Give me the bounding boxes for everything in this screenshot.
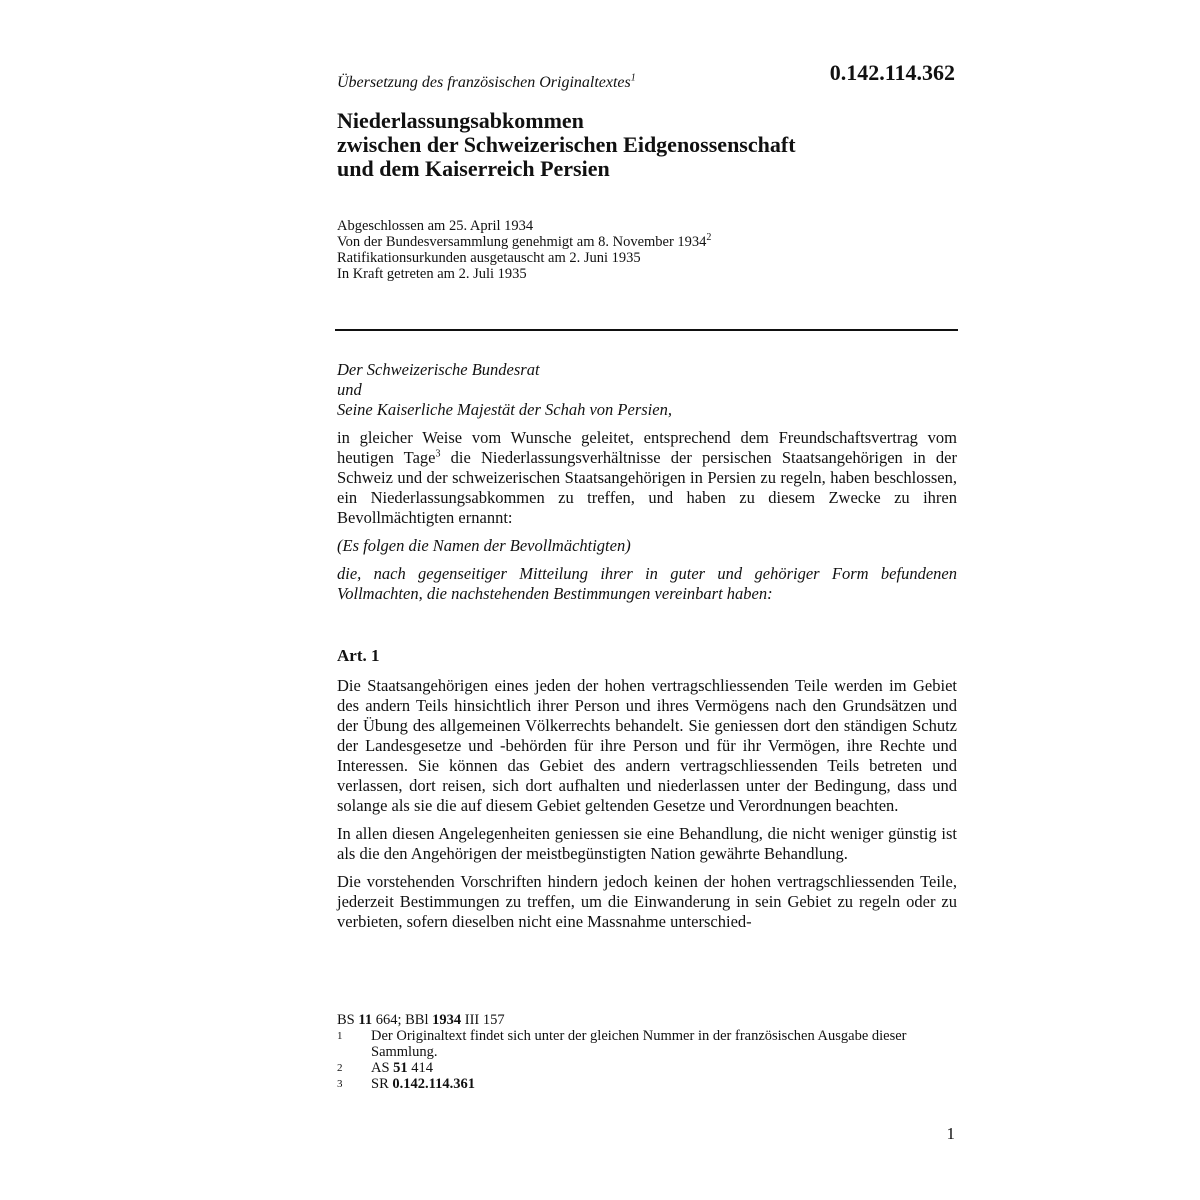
article-1-paragraph-2: In allen diesen Angelegenheiten geniessen sie eine Behandlung, die nicht weniger günstig ist als die den Angehörigen der meistbegünstigten Nation gewährte Behandlung. — [337, 824, 957, 863]
footnote-number: 3 — [337, 1078, 343, 1090]
sr-number: 0.142.114.362 — [829, 60, 955, 85]
article-1-paragraph-1: Die Staatsangehörigen eines jeden der hohen vertragschliessenden Teile werden im Gebiet des andern Teils hinsichtlich ihrer Person und ihres Vermögens nach den Grundsätzen und der Übung des allgemeinen Völkerrechts behandelt. Sie geniessen dort den ständigen Schutz der Landesgesetze und -behörden für ihre Person und für ihr Vermögen, ihre Rechte und Interessen. Sie können das Gebiet des andern vertragschliessenden Teils betreten und verlassen, dort reisen, sich dort aufhalten und niederlassen unter der Bedingung, dass und solange als sie die auf diesem Gebiet geltenden Gesetze und Verordnungen beachten. — [337, 676, 957, 815]
footnote-1 — [337, 1028, 957, 1060]
footnote-ref-3[interactable]: 3 — [435, 448, 441, 460]
preamble-plenipotentiaries: (Es folgen die Namen der Bevollmächtigten) — [337, 536, 631, 555]
date-ratification: Ratifikationsurkunden ausgetauscht am 2. Juni 1935 — [337, 250, 641, 266]
footnote-text: Der Originaltext findet sich unter der gleichen Nummer in der französischen Ausgabe dieser Sammlung. — [371, 1028, 907, 1060]
date-in-force: In Kraft getreten am 2. Juli 1935 — [337, 266, 527, 282]
footnote-ref-2[interactable]: 2 — [706, 232, 712, 244]
footnote-ref-1[interactable]: 1 — [630, 72, 636, 84]
footnote-text: AS 51 414 — [371, 1060, 434, 1076]
translation-note — [337, 74, 636, 92]
preamble-text: in gleicher Weise vom Wunsche geleitet, entsprechend dem Freundschaftsvertrag vom heutigen Tage$^3$ die Niederlassungsverhältnisse der persischen Staatsangehörigen in der Schweiz und der schweizerischen Staatsangehörigen in Persien zu regeln, haben beschlossen, ein Niederlassungsabkommen zu treffen, und haben zu diesem Zwecke zu ihren Bevollmächtigten ernannt: — [337, 428, 958, 527]
footnote-number: 2 — [337, 1062, 343, 1074]
document-title — [337, 109, 957, 181]
article-1-heading: Art. 1 — [337, 646, 380, 665]
title-line-3: und dem Kaiserreich Persien — [337, 156, 610, 181]
footnote-3 — [337, 1076, 957, 1092]
preamble-closing: die, nach gegenseitiger Mitteilung ihrer in guter und gehöriger Form befundenen Vollmachten, die nachstehenden Bestimmungen vereinbart haben: — [337, 564, 957, 603]
date-concluded: Abgeschlossen am 25. April 1934 — [337, 218, 534, 234]
header-divider — [335, 329, 958, 331]
treaty-dates — [337, 218, 957, 282]
footnote-2 — [337, 1060, 957, 1076]
footnote-number: 1 — [337, 1030, 343, 1042]
title-line-1: Niederlassungsabkommen — [337, 108, 584, 133]
source-reference: BS 11 664; BBl 1934 III 157 — [337, 1012, 505, 1028]
preamble — [337, 360, 957, 604]
footnote-text: SR 0.142.114.361 — [371, 1076, 475, 1092]
preamble-party-1: Der Schweizerische Bundesrat — [337, 360, 540, 379]
page-number: 1 — [946, 1124, 955, 1143]
preamble-party-2: Seine Kaiserliche Majestät der Schah von Persien, — [337, 400, 672, 419]
footnotes — [337, 1012, 957, 1092]
preamble-and: und — [337, 380, 362, 399]
title-line-2: zwischen der Schweizerischen Eidgenossenschaft — [337, 132, 796, 157]
translation-note-text: Übersetzung des französischen Originaltextes — [337, 74, 631, 91]
article-1 — [337, 646, 957, 932]
date-approved: Von der Bundesversammlung genehmigt am 8. November 1934$^2$ — [337, 232, 712, 250]
article-1-paragraph-3: Die vorstehenden Vorschriften hindern jedoch keinen der hohen vertragschliessenden Teile, jederzeit Bestimmungen zu treffen, um die Einwanderung in sein Gebiet zu regeln oder zu verbieten, sofern dieselben nicht eine Massnahme unterschied- — [337, 872, 957, 931]
